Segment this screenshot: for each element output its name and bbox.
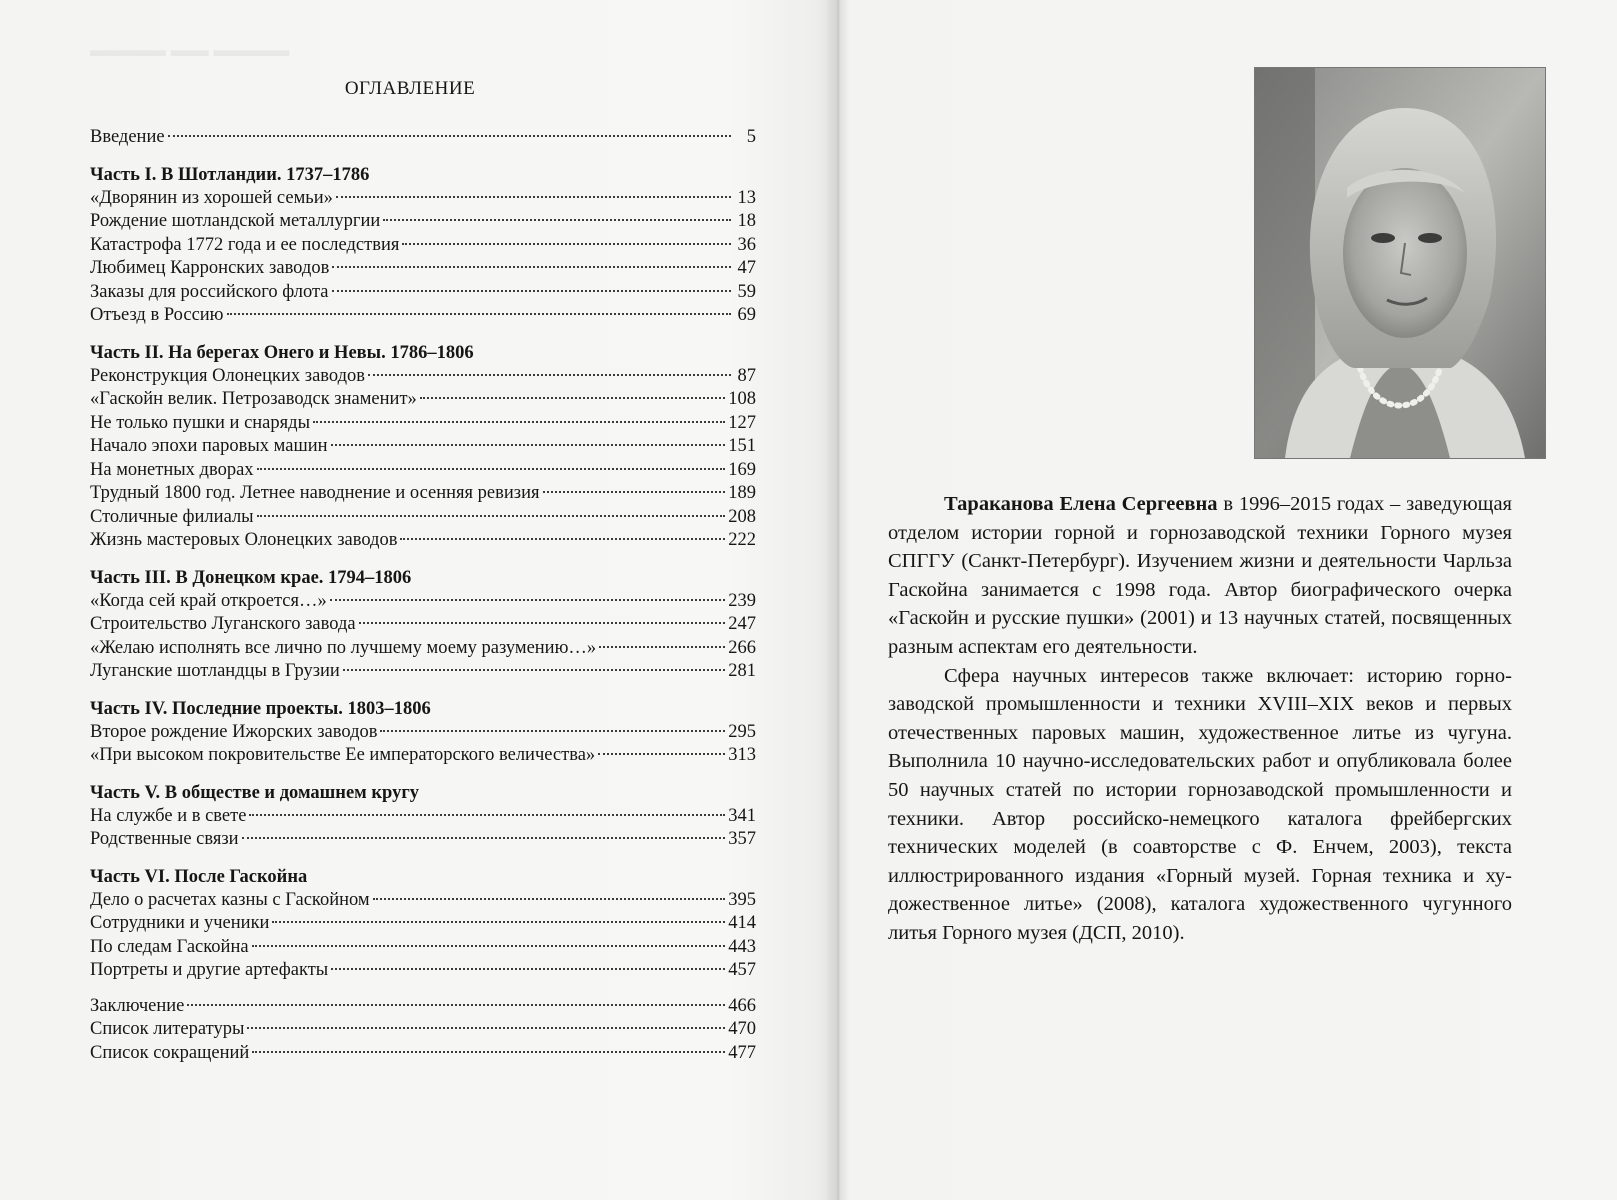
toc-entry bbox=[90, 744, 756, 768]
toc-page-number: 59 bbox=[737, 281, 756, 302]
toc-leader-dots bbox=[373, 898, 726, 900]
toc-page-number: 151 bbox=[728, 436, 756, 456]
toc-part-heading: Часть I. В Шотландии. 1737–1786 bbox=[90, 164, 370, 185]
toc-page-number: 47 bbox=[737, 258, 756, 278]
toc-entry bbox=[90, 959, 756, 983]
toc-page-number: 266 bbox=[728, 637, 756, 658]
toc-entry-title: «Дворянин из хорошей семьи» bbox=[90, 187, 333, 208]
toc-entry-title: «Когда сей край откроется…» bbox=[90, 590, 327, 611]
toc-entry bbox=[90, 482, 756, 506]
toc-part-heading: Часть V. В обществе и домашнем кругу bbox=[90, 782, 419, 803]
toc-page-number: 477 bbox=[728, 1042, 756, 1063]
toc-leader-dots bbox=[343, 669, 725, 671]
toc-leader-dots bbox=[420, 397, 725, 399]
toc-page-number: 18 bbox=[737, 211, 756, 231]
toc-leader-dots bbox=[168, 135, 731, 137]
toc-entry-title: Родственные связи bbox=[90, 829, 239, 849]
toc-entry bbox=[90, 805, 756, 829]
toc-page-number: 239 bbox=[728, 590, 756, 611]
toc-page-number: 108 bbox=[728, 389, 756, 409]
toc-list bbox=[90, 126, 756, 1065]
toc-leader-dots bbox=[257, 468, 726, 470]
toc-leader-dots bbox=[598, 753, 725, 755]
toc-heading: ОГЛАВЛЕНИЕ bbox=[344, 78, 476, 99]
toc-entry-title: «Желаю исполнять все лично по лучшему моему разумению…» bbox=[90, 637, 597, 658]
toc-entry bbox=[90, 660, 756, 684]
toc-entry bbox=[90, 590, 756, 614]
toc-leader-dots bbox=[383, 219, 731, 221]
toc-entry-title: Не только пушки и снаряды bbox=[90, 412, 310, 433]
toc-page-number: 169 bbox=[728, 459, 756, 480]
toc-entry bbox=[90, 637, 756, 661]
toc-part-heading: Часть IV. Последние проекты. 1803–1806 bbox=[90, 698, 431, 719]
toc-entry-title: Жизнь мастеровых Олонецких заводов bbox=[90, 530, 398, 550]
toc-leader-dots bbox=[249, 814, 725, 816]
toc-entry-title: Дело о расчетах казны с Гаскойном bbox=[90, 889, 370, 910]
toc-leader-dots bbox=[227, 313, 731, 315]
toc-entry bbox=[90, 365, 756, 389]
toc-entry bbox=[90, 459, 756, 483]
toc-entry bbox=[90, 1042, 756, 1066]
bio-paragraph-1 bbox=[888, 490, 1512, 662]
toc-leader-dots bbox=[359, 622, 726, 624]
toc-entry-title: По следам Гаскойна bbox=[90, 936, 249, 957]
toc-leader-dots bbox=[331, 968, 725, 970]
toc-page-number: 395 bbox=[728, 889, 756, 910]
toc-entry bbox=[90, 936, 756, 960]
toc-entry bbox=[90, 529, 756, 553]
toc-page-number: 313 bbox=[728, 745, 756, 765]
toc-page-number: 127 bbox=[728, 412, 756, 433]
toc-entry bbox=[90, 234, 756, 258]
toc-leader-dots bbox=[332, 266, 731, 268]
toc-leader-dots bbox=[252, 945, 726, 947]
toc-leader-dots bbox=[402, 243, 731, 245]
toc-entry bbox=[90, 210, 756, 234]
toc-page-number: 457 bbox=[728, 960, 756, 980]
toc-page-number: 222 bbox=[728, 530, 756, 550]
toc-page-number: 281 bbox=[728, 661, 756, 681]
toc-entry-title: Заказы для российского флота bbox=[90, 281, 329, 302]
toc-entry-title: Сотрудники и ученики bbox=[90, 913, 270, 933]
toc-entry bbox=[90, 388, 756, 412]
toc-entry-title: Любимец Карронских заводов bbox=[90, 258, 330, 278]
toc-entry-title: «Гаскойн велик. Петрозаводск знаменит» bbox=[90, 389, 417, 409]
toc-entry bbox=[90, 281, 756, 305]
toc-entry-title: Список сокращений bbox=[90, 1042, 250, 1063]
toc-entry-title: Отъезд в Россию bbox=[90, 305, 224, 325]
toc-entry bbox=[90, 1018, 756, 1042]
toc-entry-title: Трудный 1800 год. Летнее наводнение и осенняя ревизия bbox=[90, 483, 540, 503]
toc-page-number: 13 bbox=[737, 187, 756, 208]
toc-page-number: 247 bbox=[728, 614, 756, 634]
toc-entry bbox=[90, 506, 756, 530]
toc-page-number: 36 bbox=[737, 234, 756, 255]
author-portrait-image bbox=[1254, 67, 1546, 459]
toc-leader-dots bbox=[313, 421, 725, 423]
toc-entry-title: Список литературы bbox=[90, 1019, 245, 1039]
toc-entry bbox=[90, 126, 756, 150]
toc-page-number: 5 bbox=[746, 127, 756, 147]
toc-entry bbox=[90, 912, 756, 936]
toc-entry-title: Рождение шотландской металлургии bbox=[90, 211, 381, 231]
toc-leader-dots bbox=[252, 1051, 725, 1053]
toc-entry-title: На службе и в свете bbox=[90, 805, 247, 826]
author-name: Тараканова Елена Сергеевна bbox=[944, 493, 1218, 515]
toc-entry bbox=[90, 995, 756, 1019]
toc-page-number: 341 bbox=[728, 805, 756, 826]
toc-page-number: 443 bbox=[728, 936, 756, 957]
toc-leader-dots bbox=[242, 837, 726, 839]
toc-page-number: 466 bbox=[728, 995, 756, 1016]
toc-page-number: 470 bbox=[728, 1019, 756, 1039]
toc-entry bbox=[90, 721, 756, 745]
toc-leader-dots bbox=[400, 538, 725, 540]
toc-entry bbox=[90, 613, 756, 637]
toc-page-number: 87 bbox=[737, 365, 756, 386]
author-biography bbox=[888, 490, 1512, 948]
toc-entry-title: Введение bbox=[90, 127, 165, 147]
toc-entry-title: Портреты и другие артефакты bbox=[90, 960, 329, 980]
toc-entry-title: Строительство Луганского завода bbox=[90, 614, 356, 634]
toc-entry-title: «При высоком покровительстве Ее императорского величества» bbox=[90, 745, 596, 765]
toc-entry-title: На монетных дворах bbox=[90, 459, 254, 480]
toc-entry bbox=[90, 435, 756, 459]
toc-part-heading: Часть II. На берегах Онего и Невы. 1786–1806 bbox=[90, 342, 474, 363]
toc-entry bbox=[90, 889, 756, 913]
toc-leader-dots bbox=[257, 515, 726, 517]
toc-entry-title: Столичные филиалы bbox=[90, 506, 254, 527]
toc-leader-dots bbox=[272, 921, 725, 923]
toc-entry-title: Реконструкция Олонецких заводов bbox=[90, 365, 366, 386]
toc-entry-title: Второе рождение Ижорских заводов bbox=[90, 721, 378, 742]
toc-page-number: 208 bbox=[728, 506, 756, 527]
toc-leader-dots bbox=[187, 1004, 725, 1006]
toc-leader-dots bbox=[336, 196, 731, 198]
toc-leader-dots bbox=[332, 290, 731, 292]
toc-entry-title: Катастрофа 1772 года и ее последствия bbox=[90, 234, 400, 255]
show-through-text: ▬▬▬▬ ▬▬ ▬▬▬▬ bbox=[90, 40, 290, 61]
toc-page-number: 69 bbox=[737, 305, 756, 325]
toc-leader-dots bbox=[330, 599, 725, 601]
toc-entry-title: Луганские шотландцы в Грузии bbox=[90, 661, 340, 681]
toc-entry bbox=[90, 304, 756, 328]
toc-part-heading: Часть III. В Донецком крае. 1794–1806 bbox=[90, 567, 412, 588]
toc-entry-title: Заключение bbox=[90, 995, 185, 1016]
toc-leader-dots bbox=[599, 646, 725, 648]
toc-page-number: 357 bbox=[728, 829, 756, 849]
toc-page-number: 414 bbox=[728, 913, 756, 933]
toc-leader-dots bbox=[543, 491, 726, 493]
toc-page-number: 295 bbox=[728, 721, 756, 742]
toc-leader-dots bbox=[331, 444, 726, 446]
toc-leader-dots bbox=[247, 1027, 725, 1029]
toc-page-number: 189 bbox=[728, 483, 756, 503]
bio-paragraph-2: Сфера научных интересов также включает: историю горнозаводской промышленности и техники XVIII–XIX веков и первых отечественных паровых машин, художественное литье из чугуна. Выполнила 10 научно-исследовательских работ и опубликовала более 50 научных статей по истории горнозаводской промышленности и техники. Автор российско-немецкого каталога фрейбергских технических моделей (в соавторстве с Ф. Енчем, 2003), текста иллюстрированного издания «Горный музей. Горная техника и художественное литье» (2008), каталога художественного чугунного литья Горного музея (ДСП, 2010). bbox=[888, 664, 1512, 944]
toc-leader-dots bbox=[380, 730, 725, 732]
toc-leader-dots bbox=[368, 374, 731, 376]
toc-entry bbox=[90, 828, 756, 852]
bio-paragraph-1-text: в 1996–2015 годах – заведующая отделом истории горной и горнозаводской техники Горного музея СПГГУ (Санкт-Петербург). Изучением жизни и деятельности Чарльза Гаскойна занимается с 1998 года. Автор биографического очерка «Гаскойн и русские пушки» (2001) и 13 научных статей, посвященных разным аспектам его деятельности. bbox=[888, 493, 1512, 658]
toc-entry bbox=[90, 412, 756, 436]
toc-entry-title: Начало эпохи паровых машин bbox=[90, 436, 328, 456]
toc-part-heading: Часть VI. После Гаскойна bbox=[90, 866, 308, 887]
toc-entry bbox=[90, 187, 756, 211]
toc-entry bbox=[90, 257, 756, 281]
